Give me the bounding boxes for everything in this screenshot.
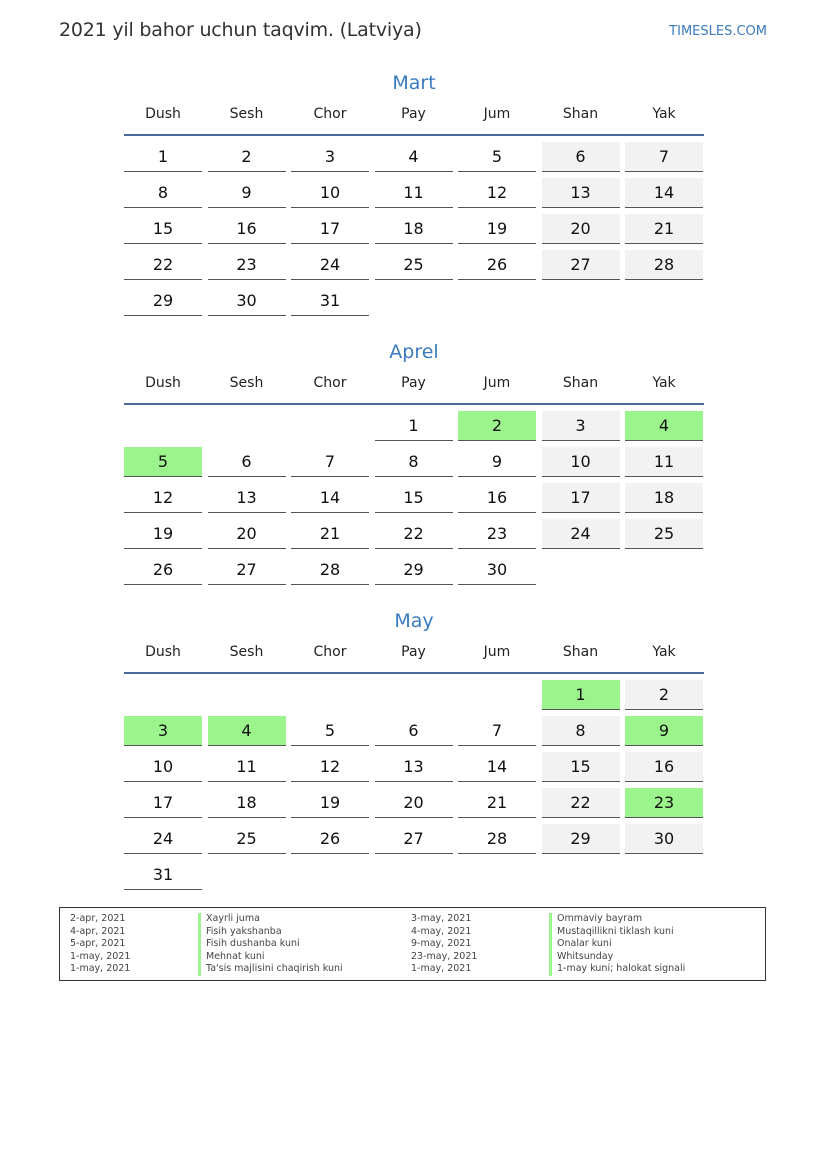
- day-cell[interactable]: 31: [124, 860, 202, 890]
- day-cell[interactable]: 13: [375, 752, 453, 782]
- legend-date: 1-may, 2021: [70, 963, 131, 974]
- day-cell[interactable]: 2: [458, 411, 536, 441]
- day-cell[interactable]: 3: [542, 411, 620, 441]
- day-cell[interactable]: 27: [208, 555, 286, 585]
- day-cell[interactable]: 26: [291, 824, 369, 854]
- weekday-label: Shan: [562, 106, 599, 122]
- day-cell[interactable]: 20: [208, 519, 286, 549]
- day-cell[interactable]: 31: [291, 286, 369, 316]
- day-cell[interactable]: 25: [375, 250, 453, 280]
- day-cell[interactable]: 14: [458, 752, 536, 782]
- day-cell[interactable]: 22: [375, 519, 453, 549]
- day-cell[interactable]: 13: [542, 178, 620, 208]
- legend-date: 4-may, 2021: [411, 925, 472, 937]
- day-cell[interactable]: 19: [291, 788, 369, 818]
- legend-right-names: [549, 913, 685, 976]
- legend-date: 1-may, 2021: [70, 950, 131, 962]
- day-cell[interactable]: 8: [375, 447, 453, 477]
- weekday-label: Jum: [483, 644, 511, 660]
- legend-holiday-name: Ommaviy bayram: [557, 913, 643, 924]
- legend-left-names: [198, 913, 343, 976]
- day-cell[interactable]: 23: [208, 250, 286, 280]
- day-cell[interactable]: 29: [542, 824, 620, 854]
- legend-holiday-name: Xayrli juma: [206, 913, 260, 924]
- day-cell[interactable]: 19: [458, 214, 536, 244]
- day-cell[interactable]: 23: [625, 788, 703, 818]
- legend-date: 3-may, 2021: [411, 913, 472, 924]
- day-cell[interactable]: 29: [124, 286, 202, 316]
- day-cell[interactable]: 4: [208, 716, 286, 746]
- day-cell[interactable]: 14: [291, 483, 369, 513]
- legend-date: 23-may, 2021: [411, 950, 478, 962]
- day-cell[interactable]: 14: [625, 178, 703, 208]
- day-cell[interactable]: 27: [375, 824, 453, 854]
- legend-holiday-name: Mehnat kuni: [206, 950, 265, 962]
- legend-holiday-name: Mustaqillikni tiklash kuni: [557, 925, 674, 937]
- day-cell[interactable]: 5: [291, 716, 369, 746]
- weekday-label: Chor: [313, 106, 347, 122]
- day-cell[interactable]: 18: [625, 483, 703, 513]
- day-cell[interactable]: 24: [291, 250, 369, 280]
- day-cell[interactable]: 1: [124, 142, 202, 172]
- legend-date: 4-apr, 2021: [70, 925, 126, 937]
- day-cell[interactable]: 10: [542, 447, 620, 477]
- day-cell[interactable]: 17: [542, 483, 620, 513]
- month-0: [124, 70, 704, 310]
- day-cell[interactable]: 22: [124, 250, 202, 280]
- legend-date: 9-may, 2021: [411, 938, 472, 949]
- day-cell[interactable]: 12: [291, 752, 369, 782]
- day-cell[interactable]: 3: [291, 142, 369, 172]
- page-title: 2021 yil bahor uchun taqvim. (Latviya): [59, 19, 422, 41]
- weekday-label: Jum: [483, 106, 511, 122]
- day-cell[interactable]: 6: [208, 447, 286, 477]
- day-cell[interactable]: 6: [375, 716, 453, 746]
- day-cell[interactable]: 1: [542, 680, 620, 710]
- day-cell[interactable]: 9: [208, 178, 286, 208]
- month-title: Mart: [392, 72, 436, 94]
- legend-right-dates: [411, 913, 531, 976]
- day-cell[interactable]: 9: [625, 716, 703, 746]
- day-cell[interactable]: 2: [208, 142, 286, 172]
- legend-holiday-name: 1-may kuni; halokat signali: [557, 963, 686, 974]
- weekday-label: Dush: [145, 644, 181, 660]
- day-cell[interactable]: 28: [291, 555, 369, 585]
- day-cell[interactable]: 16: [458, 483, 536, 513]
- day-cell[interactable]: 5: [124, 447, 202, 477]
- legend-holiday-name: Fisih dushanba kuni: [206, 938, 300, 949]
- weekday-label: Yak: [652, 375, 676, 391]
- weekday-label: Pay: [401, 375, 426, 391]
- day-cell[interactable]: 5: [458, 142, 536, 172]
- day-cell[interactable]: 28: [458, 824, 536, 854]
- day-cell[interactable]: 10: [291, 178, 369, 208]
- weekday-label: Sesh: [229, 644, 264, 660]
- weekday-label: Dush: [145, 375, 181, 391]
- weekday-label: Pay: [401, 106, 426, 122]
- day-cell[interactable]: 21: [625, 214, 703, 244]
- day-cell[interactable]: 30: [625, 824, 703, 854]
- day-cell[interactable]: 2: [625, 680, 703, 710]
- day-cell[interactable]: 13: [208, 483, 286, 513]
- day-cell[interactable]: 17: [124, 788, 202, 818]
- day-cell[interactable]: 30: [458, 555, 536, 585]
- day-cell[interactable]: 1: [375, 411, 453, 441]
- weekday-label: Dush: [145, 106, 181, 122]
- weekday-label: Pay: [401, 644, 426, 660]
- day-cell[interactable]: 17: [291, 214, 369, 244]
- site-link[interactable]: TIMESLES.COM: [669, 24, 767, 39]
- weekday-label: Sesh: [229, 106, 264, 122]
- day-cell[interactable]: 30: [208, 286, 286, 316]
- weekday-label: Jum: [483, 375, 511, 391]
- day-cell[interactable]: 12: [124, 483, 202, 513]
- weekday-label: Yak: [652, 106, 676, 122]
- legend-holiday-name: Fisih yakshanba: [206, 925, 282, 937]
- legend-holiday-name: Whitsunday: [557, 950, 614, 962]
- holiday-legend: [59, 907, 766, 981]
- weekday-label: Chor: [313, 375, 347, 391]
- day-cell[interactable]: 29: [375, 555, 453, 585]
- day-cell[interactable]: 21: [458, 788, 536, 818]
- legend-left-dates: [70, 913, 190, 976]
- day-cell[interactable]: 11: [375, 178, 453, 208]
- legend-holiday-name: Onalar kuni: [557, 938, 612, 949]
- month-title: Aprel: [389, 341, 439, 363]
- day-cell[interactable]: 24: [124, 824, 202, 854]
- day-cell[interactable]: 16: [625, 752, 703, 782]
- day-cell[interactable]: 7: [458, 716, 536, 746]
- day-cell[interactable]: 8: [542, 716, 620, 746]
- day-cell[interactable]: 8: [124, 178, 202, 208]
- weekday-label: Chor: [313, 644, 347, 660]
- day-cell[interactable]: 9: [458, 447, 536, 477]
- day-cell[interactable]: 24: [542, 519, 620, 549]
- day-cell[interactable]: 4: [625, 411, 703, 441]
- day-cell[interactable]: 12: [458, 178, 536, 208]
- month-1: [124, 339, 704, 579]
- day-cell[interactable]: 10: [124, 752, 202, 782]
- day-cell[interactable]: 22: [542, 788, 620, 818]
- day-cell[interactable]: 15: [375, 483, 453, 513]
- day-cell[interactable]: 23: [458, 519, 536, 549]
- month-title: May: [394, 610, 434, 632]
- day-cell[interactable]: 3: [124, 716, 202, 746]
- day-cell[interactable]: 25: [625, 519, 703, 549]
- day-cell[interactable]: 11: [208, 752, 286, 782]
- legend-date: 2-apr, 2021: [70, 913, 126, 924]
- day-cell[interactable]: 16: [208, 214, 286, 244]
- weekday-label: Shan: [562, 375, 599, 391]
- day-cell[interactable]: 19: [124, 519, 202, 549]
- month-2: [124, 608, 704, 884]
- day-cell[interactable]: 11: [625, 447, 703, 477]
- weekday-header: [124, 365, 704, 405]
- day-cell[interactable]: 28: [625, 250, 703, 280]
- weekday-header: [124, 96, 704, 136]
- day-cell[interactable]: 26: [124, 555, 202, 585]
- day-cell[interactable]: 25: [208, 824, 286, 854]
- day-cell[interactable]: 27: [542, 250, 620, 280]
- weekday-label: Shan: [562, 644, 599, 660]
- day-cell[interactable]: 15: [124, 214, 202, 244]
- day-cell[interactable]: 26: [458, 250, 536, 280]
- day-cell[interactable]: 18: [375, 214, 453, 244]
- legend-date: 5-apr, 2021: [70, 938, 126, 949]
- day-cell[interactable]: 18: [208, 788, 286, 818]
- weekday-label: Yak: [652, 644, 676, 660]
- legend-date: 1-may, 2021: [411, 963, 472, 974]
- day-cell[interactable]: 20: [375, 788, 453, 818]
- day-cell[interactable]: 7: [291, 447, 369, 477]
- day-cell[interactable]: 21: [291, 519, 369, 549]
- day-cell[interactable]: 6: [542, 142, 620, 172]
- legend-holiday-name: Ta'sis majlisini chaqirish kuni: [206, 963, 343, 974]
- day-cell[interactable]: 7: [625, 142, 703, 172]
- day-cell[interactable]: 20: [542, 214, 620, 244]
- weekday-label: Sesh: [229, 375, 264, 391]
- weekday-header: [124, 634, 704, 674]
- day-cell[interactable]: 15: [542, 752, 620, 782]
- day-cell[interactable]: 4: [375, 142, 453, 172]
